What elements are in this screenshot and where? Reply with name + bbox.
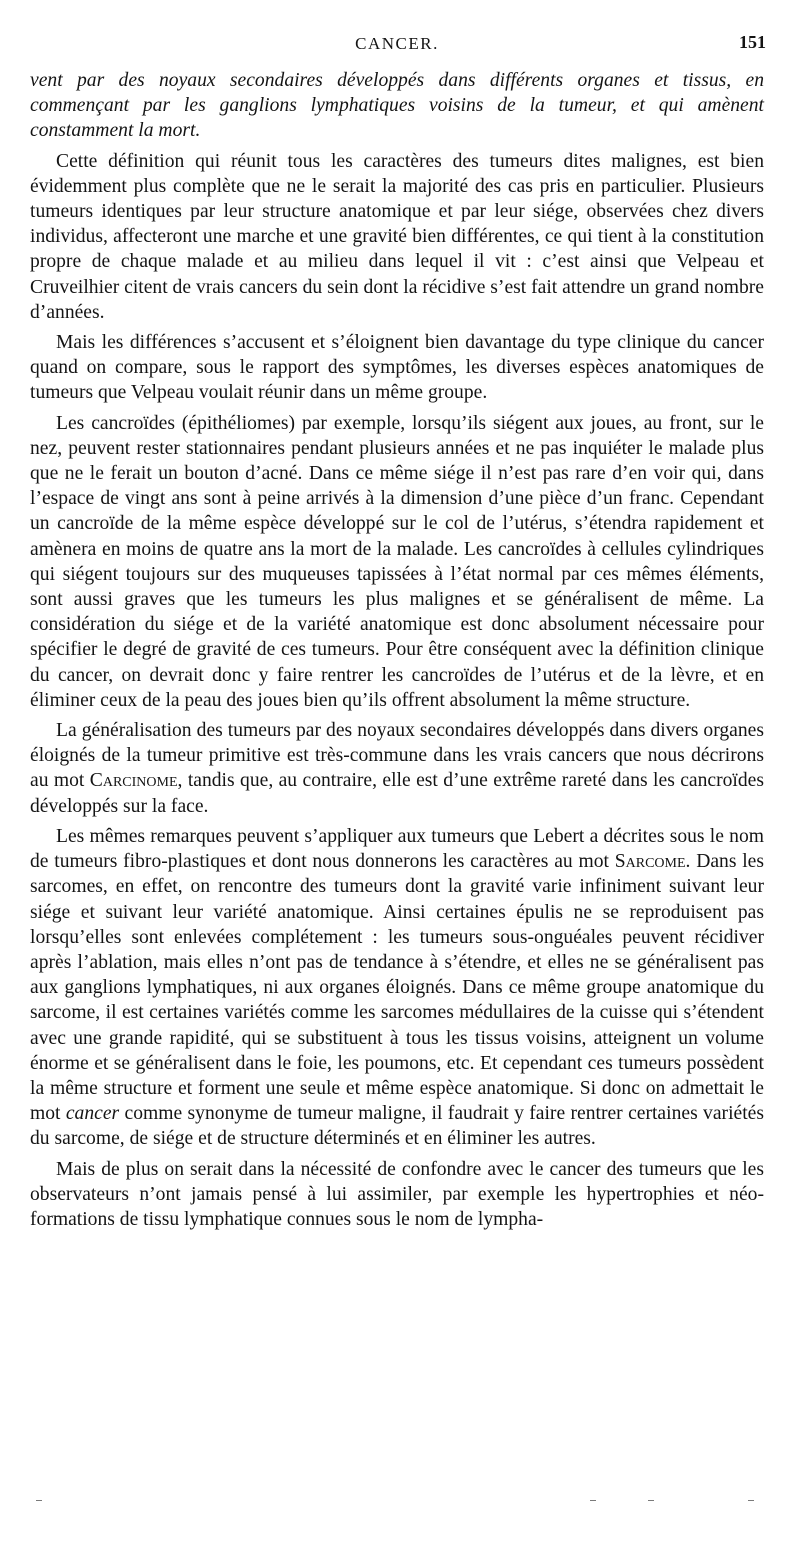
paragraph — [30, 411, 764, 713]
paragraph-text: Mais les différences s’accusent et s’éloignent bien davantage du type clinique du cancer quand on compare, sous le rapport des symptômes, les diverses espèces anatomiques de tumeurs que Velpeau voulait réunir dans un même groupe. — [30, 332, 764, 404]
paragraph — [30, 1157, 764, 1233]
scan-speck — [590, 1500, 596, 1501]
italic-definition-text: vent par des noyaux secondaires développés dans différents organes et tissus, en commençant par les ganglions lymphatiques voisins de la tumeur, et qui amènent constamment la mort. — [30, 70, 764, 142]
paragraph-continuation — [30, 68, 764, 144]
body-text — [30, 68, 764, 1237]
scan-speck — [748, 1500, 754, 1501]
paragraph-text: , tandis que, au contraire, elle est d’une extrême rareté dans les cancroïdes développés sur la face. — [30, 770, 764, 817]
paragraph — [30, 718, 764, 819]
paragraph-text: Les mêmes remarques peuvent s’appliquer aux tumeurs que Lebert a décrites sous le nom de tumeurs fibro-plastiques et dont nous donnerons les caractères au mot — [30, 825, 764, 873]
running-title: CANCER. — [355, 34, 439, 53]
paragraph — [30, 149, 764, 325]
paragraph-text: La généralisation des tumeurs par des noyaux secondaires développés dans divers organes éloignés de la tumeur primitive est très-commune dans les vrais cancers que nous décrirons au mot — [30, 720, 764, 792]
paragraph — [30, 330, 764, 406]
cross-reference-carcinome: Carcinome — [89, 770, 178, 792]
paragraph-text: Les cancroïdes (épithéliomes) par exemple, lorsqu’ils siégent aux joues, au front, sur le nez, peuvent rester stationnaires pendant plusieurs années et ne pas inquiéter le malade plus que ne le ferait un bouton d’acné. Dans ce même siége il n’est pas rare d’en voir qui, dans l’espace de vingt ans sont à peine arrivés à la dimension d’une pièce d’un franc. Cependant un cancroïde de la même espèce développé sur le col de l’utérus, s’étendra rapidement et amènera en moins de quatre ans la mort de la malade. Les cancroïdes à cellules cylindriques qui siégent toujours sur des muqueuses tapissées à l’état normal par ces mêmes éléments, sont aussi graves que les tumeurs les plus malignes et se généralisent de même. La considération du siége et de la variété anatomique est donc absolument nécessaire pour spécifier le degré de gravité de ces tumeurs. Pour être conséquent avec la définition clinique du cancer, on devrait donc y faire rentrer les cancroïdes de l’utérus et de la lèvre, et en éliminer ceux de la peau des joues bien qu’ils offrent absolument la même structure. — [30, 412, 764, 711]
running-head — [28, 32, 766, 56]
italic-term-cancer: cancer — [65, 1103, 120, 1125]
paragraph — [30, 824, 764, 1152]
scan-specks — [36, 1500, 760, 1506]
paragraph-text: comme synonyme de tumeur maligne, il faudrait y faire rentrer certaines variétés du sarcome, de siége et de structure déterminés et en éliminer les autres. — [30, 1103, 764, 1150]
paragraph-text: . Dans les sarcomes, en effet, on rencontre des tumeurs dont la gravité varie infiniment suivant leur siége et suivant leur variété anatomique. Ainsi certaines épulis ne se reproduisent pas lorsqu’elles sont enlevées complétement : les tumeurs sous-onguéales peuvent récidiver après l’ablation, mais elles n’ont pas de tendance à s’étendre, et elles ne se généralisent pas aux ganglions lymphatiques, ni aux organes éloignés. Dans ce même groupe anatomique du sarcome, il est certaines variétés comme les sarcomes médullaires de la cuisse qui s’étendent avec une grande rapidité, qui se substituent à tous les tissus voisins, atteignent un volume énorme et se généralisent dans le foie, les poumons, etc. Et cependant ces tumeurs possèdent la même structure et forment une seule et même espèce anatomique. Si donc on admettait le mot — [30, 851, 765, 1125]
paragraph-text: Mais de plus on serait dans la nécessité de confondre avec le cancer des tumeurs que les observateurs n’ont jamais pensé à lui assimiler, par exemple les hypertrophies et néo-formations de tissu lymphatique connues sous le nom de lympha- — [30, 1158, 764, 1230]
paragraph-text: Cette définition qui réunit tous les caractères des tumeurs dites malignes, est bien évidemment plus complète que ne le serait la majorité des cas pris en particulier. Plusieurs tumeurs identiques par leur structure anatomique et par leur siége, observées chez divers individus, affecteront une marche et une gravité bien différentes, ce qui tient à la constitution propre de chaque malade et au milieu dans lequel il vit : c’est ainsi que Velpeau et Cruveilhier citent de vrais cancers du sein dont la récidive s’est fait attendre un grand nombre d’années. — [30, 150, 764, 323]
scan-speck — [648, 1500, 654, 1501]
scan-speck — [36, 1500, 42, 1501]
page-number: 151 — [739, 32, 766, 52]
cross-reference-sarcome: Sarcome — [614, 851, 686, 873]
